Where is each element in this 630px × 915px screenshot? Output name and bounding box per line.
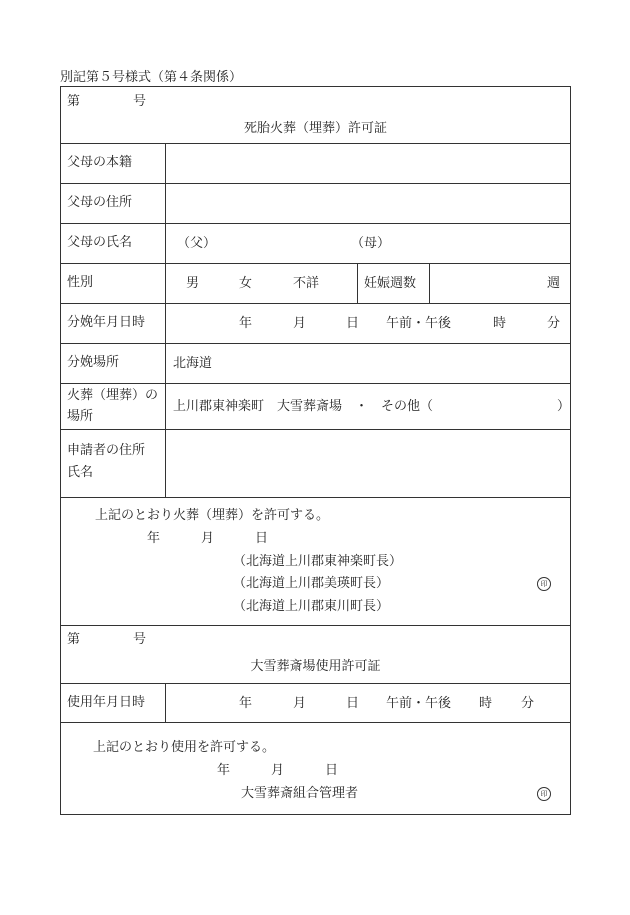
usage-month: 月 [293, 696, 307, 711]
delivery-ampm: 午前・午後 [386, 316, 452, 331]
cremation-permit-form [60, 86, 571, 815]
sex-label: 性別 [67, 275, 94, 290]
cremation-place-value: 上川郡東神楽町 大雪葬斎場 ・ その他（ [173, 399, 434, 414]
form-caption: 別記第５号様式（第４条関係） [60, 70, 243, 85]
divider [61, 683, 570, 684]
facility-permit-number-prefix: 第 [67, 632, 81, 647]
approval-day: 日 [255, 531, 269, 546]
mother-field: （母） [351, 236, 391, 251]
divider [61, 722, 570, 723]
usage-hour: 時 [479, 696, 493, 711]
permit-number-prefix: 第 [67, 94, 81, 109]
approval-year: 年 [147, 531, 161, 546]
gestation-weeks-label: 妊娠週数 [364, 276, 417, 291]
usage-minute: 分 [521, 696, 535, 711]
label-column-divider [165, 683, 166, 722]
usage-day: 日 [346, 696, 360, 711]
sex-option-male: 男 [186, 276, 200, 291]
delivery-place-label: 分娩場所 [67, 355, 120, 370]
delivery-year: 年 [239, 316, 253, 331]
usage-datetime-label: 使用年月日時 [67, 695, 146, 710]
divider [61, 183, 570, 184]
issuer-biei: （北海道上川郡美瑛町長） [233, 576, 390, 591]
applicant-label-line1: 申請者の住所 [67, 443, 146, 458]
cremation-place-label-line1: 火葬（埋葬）の [67, 388, 159, 403]
sex-option-unknown: 不詳 [293, 276, 320, 291]
delivery-place-value: 北海道 [173, 356, 213, 371]
divider [61, 383, 570, 384]
divider [61, 263, 570, 264]
divider [61, 429, 570, 430]
applicant-label-line2: 氏名 [67, 465, 94, 480]
facility-approval-statement: 上記のとおり使用を許可する。 [93, 740, 276, 755]
permit-number-suffix: 号 [133, 94, 147, 109]
label-column-divider [165, 143, 166, 497]
parents-name-label: 父母の氏名 [67, 235, 133, 250]
delivery-hour: 時 [493, 316, 507, 331]
delivery-datetime-label: 分娩年月日時 [67, 315, 146, 330]
delivery-day: 日 [346, 316, 360, 331]
sex-option-female: 女 [239, 276, 253, 291]
delivery-month: 月 [293, 316, 307, 331]
divider [61, 223, 570, 224]
issuer-higashikagura: （北海道上川郡東神楽町長） [233, 554, 403, 569]
facility-approval-day: 日 [325, 763, 339, 778]
divider [61, 143, 570, 144]
facility-issuer: 大雪葬斎組合管理者 [241, 786, 359, 801]
approval-month: 月 [201, 531, 215, 546]
permit-title: 死胎火葬（埋葬）許可証 [243, 121, 387, 136]
divider [61, 625, 570, 626]
father-field: （父） [177, 236, 217, 251]
facility-permit-title: 大雪葬斎場使用許可証 [250, 659, 381, 674]
seal-mark: 印 [537, 577, 551, 591]
facility-approval-year: 年 [217, 763, 231, 778]
weeks-unit: 週 [547, 276, 561, 291]
gestation-value-divider [429, 263, 430, 303]
cremation-place-label-line2: 場所 [67, 409, 94, 424]
sex-gestation-divider [357, 263, 358, 303]
delivery-minute: 分 [547, 316, 561, 331]
facility-seal-mark: 印 [537, 787, 551, 801]
parents-address-label: 父母の住所 [67, 195, 133, 210]
usage-ampm: 午前・午後 [386, 696, 452, 711]
parents-domicile-label: 父母の本籍 [67, 155, 133, 170]
divider [61, 303, 570, 304]
usage-year: 年 [239, 696, 253, 711]
issuer-higashikawa: （北海道上川郡東川町長） [233, 599, 390, 614]
facility-permit-number-suffix: 号 [133, 632, 147, 647]
divider [61, 343, 570, 344]
approval-statement: 上記のとおり火葬（埋葬）を許可する。 [95, 508, 330, 523]
cremation-place-close-paren: ） [557, 399, 571, 414]
divider [61, 497, 570, 498]
facility-approval-month: 月 [271, 763, 285, 778]
